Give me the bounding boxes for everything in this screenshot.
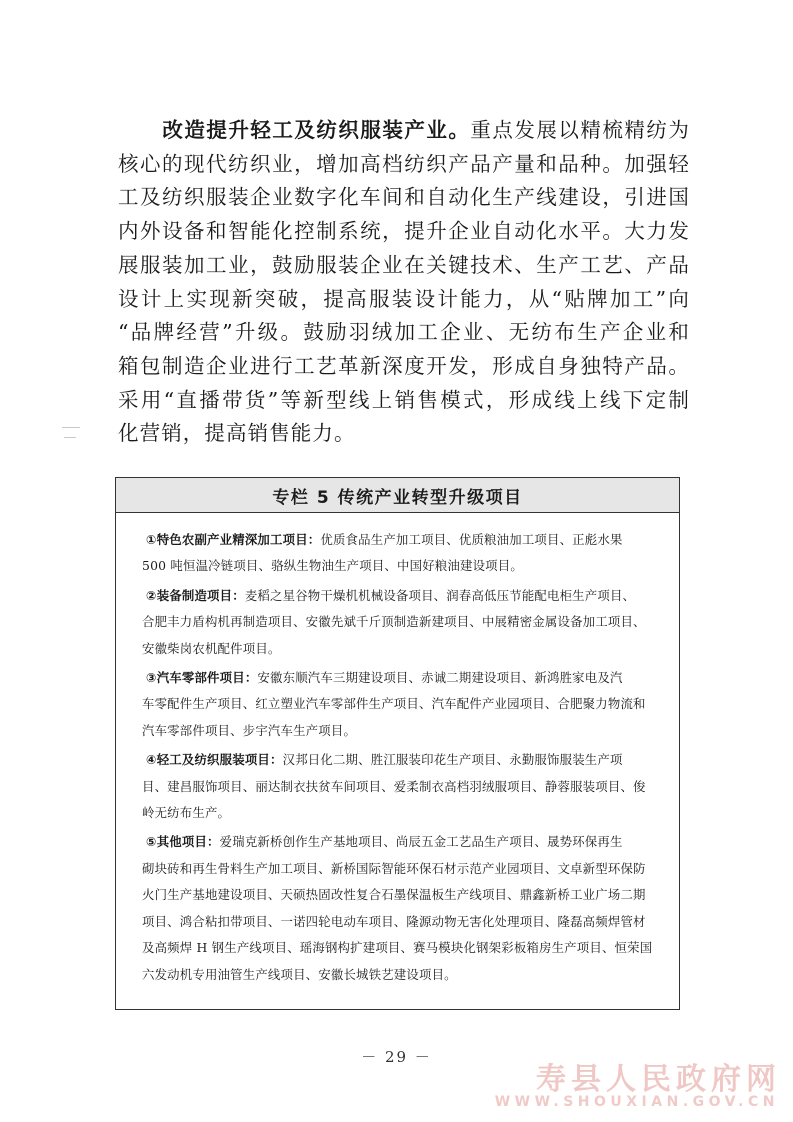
item-text: 优质食品生产加工项目、优质粮油加工项目、正彪水果 (320, 532, 623, 547)
item-row (142, 665, 661, 691)
body-paragraph (118, 114, 690, 451)
item-row: 砌块砖和再生骨料生产加工项目、新桥国际智能环保石材示范产业园项目、文卓新型环保防 (142, 860, 646, 876)
watermark-site-name: 寿县人民政府网 (536, 1062, 781, 1097)
paragraph-line-1 (118, 114, 690, 148)
item-row: 汽车零部件项目、步宇汽车生产项目。 (142, 722, 357, 738)
item-row: 及高频焊 H 钢生产线项目、瑶海钢构扩建项目、赛马模块化钢架彩板箱房生产项目、恒荣国 (142, 940, 653, 956)
paragraph-line-1-text: 重点发展以精梳精纺为 (470, 118, 691, 142)
scan-mark-left-2 (64, 437, 76, 438)
item-row: 火门生产基地建设项目、天硕热固改性复合石墨保温板生产线项目、鼎鑫新桥工业广场二期 (142, 887, 646, 903)
item-tag: ①特色农副产业精深加工项目： (146, 532, 321, 547)
paragraph-line-6: 设计上实现新突破，提高服装设计能力，从“贴牌加工”向 (118, 286, 690, 311)
item-row (142, 829, 661, 855)
box-title: 专栏 5 传统产业转型升级项目 (116, 478, 679, 513)
item-text: 麦稻之星谷物干燥机机械设备项目、润春高低压节能配电柜生产项目、 (244, 587, 636, 603)
paragraph-line-4: 内外设备和智能化控制系统，提升企业自动化水平。大力发 (118, 219, 690, 244)
project-item-other (142, 829, 661, 987)
item-tag: ③汽车零部件项目： (146, 670, 258, 686)
watermark-site-url: WWW.SHOUXIAN.GOV.CN (494, 1094, 779, 1110)
project-item-auto-parts (142, 665, 661, 744)
item-row: 项目、鸿合粘扣带项目、一诺四轮电动车项目、隆源动物无害化处理项目、隆磊高频焊管材 (142, 913, 646, 929)
box-body (116, 513, 679, 988)
paragraph-line-5: 展服装加工业，鼓励服装企业在关键技术、生产工艺、产品 (118, 252, 690, 277)
project-column-box (115, 477, 680, 1010)
paragraph-line-7: “品牌经营”升级。鼓励羽绒加工企业、无纺布生产企业和 (118, 320, 690, 345)
item-row (142, 583, 661, 609)
item-row (142, 747, 661, 773)
item-tag: ②装备制造项目： (146, 587, 245, 603)
paragraph-line-8: 箱包制造企业进行工艺革新深度开发，形成自身独特产品。 (118, 353, 690, 378)
project-item-equipment (142, 583, 661, 662)
item-text: 汉邦日化二期、胜江服装印花生产项目、永勤服饰服装生产项 (282, 752, 623, 768)
item-tag: ④轻工及纺织服装项目： (146, 752, 283, 768)
item-tag: ⑤其他项目： (146, 834, 220, 850)
page-number: － 29 － (361, 1048, 432, 1066)
item-row: 岭无纺布生产。 (142, 805, 231, 821)
item-row: 安徽柴岗农机配件项目。 (142, 640, 281, 656)
project-item-textile (142, 747, 661, 826)
item-row: 合肥丰力盾构机再制造项目、安徽先斌千斤顶制造新建项目、中展精密金属设备加工项目、 (142, 614, 646, 630)
paragraph-line-10: 化营销，提高销售能力。 (118, 421, 356, 446)
item-row: 目、建昌服饰项目、丽达制衣扶贫车间项目、爱柔制衣高档羽绒服项目、静蓉服装项目、俊 (142, 778, 646, 794)
item-row: 车零配件生产项目、红立塑业汽车零部件生产项目、汽车配件产业园项目、合肥聚力物流和 (142, 696, 646, 712)
paragraph-line-2: 核心的现代纺织业，增加高档纺织产品产量和品种。加强轻 (118, 151, 690, 176)
item-row (142, 527, 661, 553)
project-item-agri (142, 527, 661, 580)
paragraph-line-3: 工及纺织服装企业数字化车间和自动化生产线建设，引进国 (118, 185, 690, 210)
item-text: 爱瑞克新桥创作生产基地项目、尚辰五金工艺品生产项目、晟势环保再生 (219, 834, 623, 850)
paragraph-line-9: 采用“直播带货”等新型线上销售模式，形成线上线下定制 (118, 387, 690, 412)
scan-mark-left (62, 427, 80, 428)
item-text: 安徽东顺汽车三期建设项目、赤诚二期建设项目、新鸿胜家电及汽 (257, 670, 623, 686)
item-row: 500 吨恒温冷链项目、骆纵生物油生产项目、中国好粮油建设项目。 (142, 558, 523, 574)
item-row: 六发动机专用油管生产线项目、安徽长城铁艺建设项目。 (142, 966, 457, 982)
paragraph-lead-heading: 改造提升轻工及纺织服装产业。 (162, 118, 471, 142)
